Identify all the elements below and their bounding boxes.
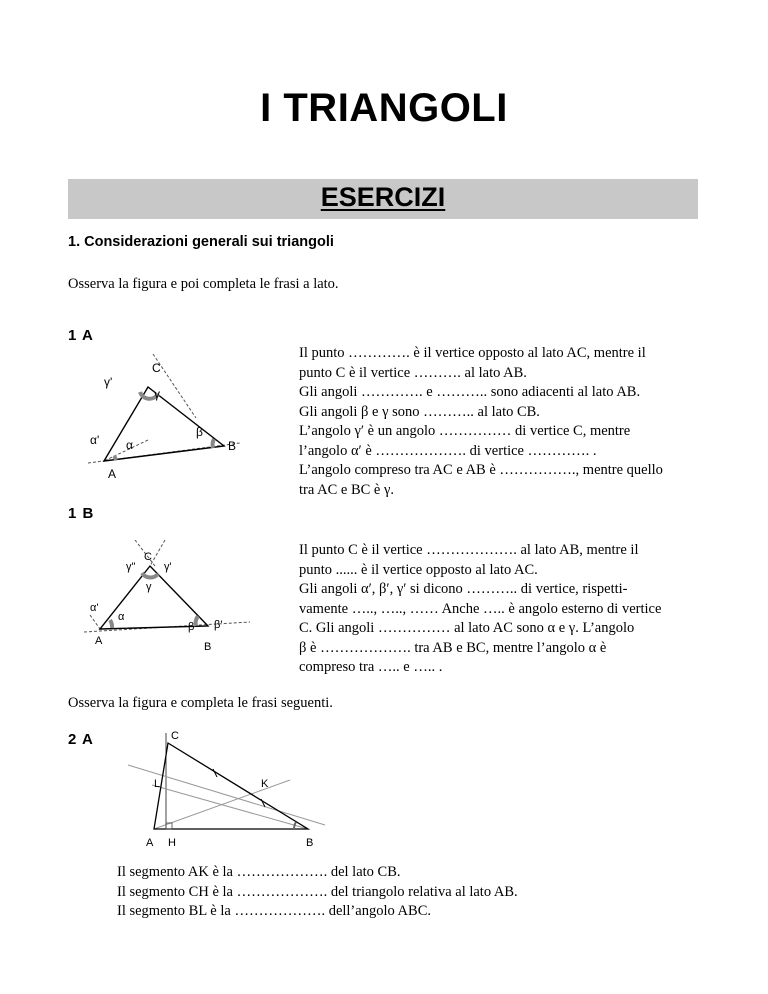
exercises-banner <box>68 179 698 219</box>
triangle-figure-2a <box>110 725 360 855</box>
exercise-1b-text <box>299 541 661 678</box>
text-line: Il segmento CH è la ………………. del triangolo relativa al lato AB. <box>117 883 518 900</box>
label-alpha: α <box>118 611 125 623</box>
label-b: B <box>228 439 237 453</box>
exercise-1a-text <box>299 344 663 500</box>
exercise-label-2a: 2 A <box>68 731 94 748</box>
label-gamma-second: γ" <box>126 561 136 573</box>
label-beta-prime: β' <box>214 619 223 631</box>
exercise-label-1a: 1 A <box>68 327 94 344</box>
triangle-figure-1b <box>80 540 270 660</box>
label-l: L <box>154 778 161 790</box>
label-gamma: γ <box>154 387 160 401</box>
exercise-2a-text <box>117 863 518 922</box>
intro-text-2: Osserva la figura e completa le frasi seguenti. <box>68 695 333 711</box>
exercises-banner-text: ESERCIZI <box>320 182 446 212</box>
text-line: Il punto C è il vertice ………………. al lato AB, mentre il <box>299 542 639 558</box>
intro-text-1: Osserva la figura e poi completa le frasi a lato. <box>68 276 339 292</box>
page-title: I TRIANGOLI <box>260 86 508 130</box>
label-beta: β <box>188 621 195 633</box>
label-c: C <box>152 361 161 375</box>
text-line: L’angolo γ′ è un angolo …………… di vertice C, mentre <box>299 423 631 439</box>
text-line: Il punto …………. è il vertice opposto al lato AC, mentre il <box>299 345 646 361</box>
exercise-label-1b: 1 B <box>68 505 95 522</box>
text-line: Il segmento AK è la ………………. del lato CB. <box>117 864 401 880</box>
label-b: B <box>306 837 314 849</box>
text-line: Il segmento BL è la ………………. dell’angolo ABC. <box>117 903 431 919</box>
text-line: tra AC e BC è γ. <box>299 481 395 498</box>
text-line: l’angolo α′ è ………………. di vertice …………. . <box>299 442 597 459</box>
label-beta: β <box>196 425 203 439</box>
text-line: C. Gli angoli …………… al lato AC sono α e γ. L’angolo <box>299 620 635 636</box>
label-alpha-prime: α' <box>90 433 100 447</box>
text-line: L’angolo compreso tra AC e AB è ……………., mentre quello <box>299 462 663 478</box>
label-c: C <box>144 551 152 563</box>
label-a: A <box>146 837 154 849</box>
label-b: B <box>204 641 212 653</box>
text-line: Gli angoli β e γ sono ……….. al lato CB. <box>299 403 540 420</box>
label-k: K <box>261 778 269 790</box>
text-line: Gli angoli α′, β′, γ′ si dicono ……….. di vertice, rispetti- <box>299 581 628 597</box>
label-c: C <box>171 730 179 742</box>
label-h: H <box>168 837 176 849</box>
text-line: punto ...... è il vertice opposto al lato AC. <box>299 561 538 578</box>
text-line: vamente ….., ….., …… Anche ….. è angolo esterno di vertice <box>299 600 662 617</box>
text-line: compreso tra ….. e ….. . <box>299 659 443 675</box>
label-gamma: γ <box>146 581 152 593</box>
label-gamma-prime: γ' <box>164 561 172 573</box>
text-line: β è ………………. tra AB e BC, mentre l’angolo α è <box>299 639 607 656</box>
label-alpha: α <box>126 438 133 452</box>
section-heading: 1. Considerazioni generali sui triangoli <box>68 234 334 250</box>
text-line: punto C è il vertice ………. al lato AB. <box>299 364 527 381</box>
label-a: A <box>108 467 117 481</box>
label-alpha-prime: α' <box>90 602 99 614</box>
text-line: Gli angoli …………. e ……….. sono adiacenti al lato AB. <box>299 384 641 400</box>
label-gamma-prime: γ' <box>104 375 113 389</box>
triangle-figure-1a <box>68 350 268 490</box>
label-a: A <box>95 635 103 647</box>
